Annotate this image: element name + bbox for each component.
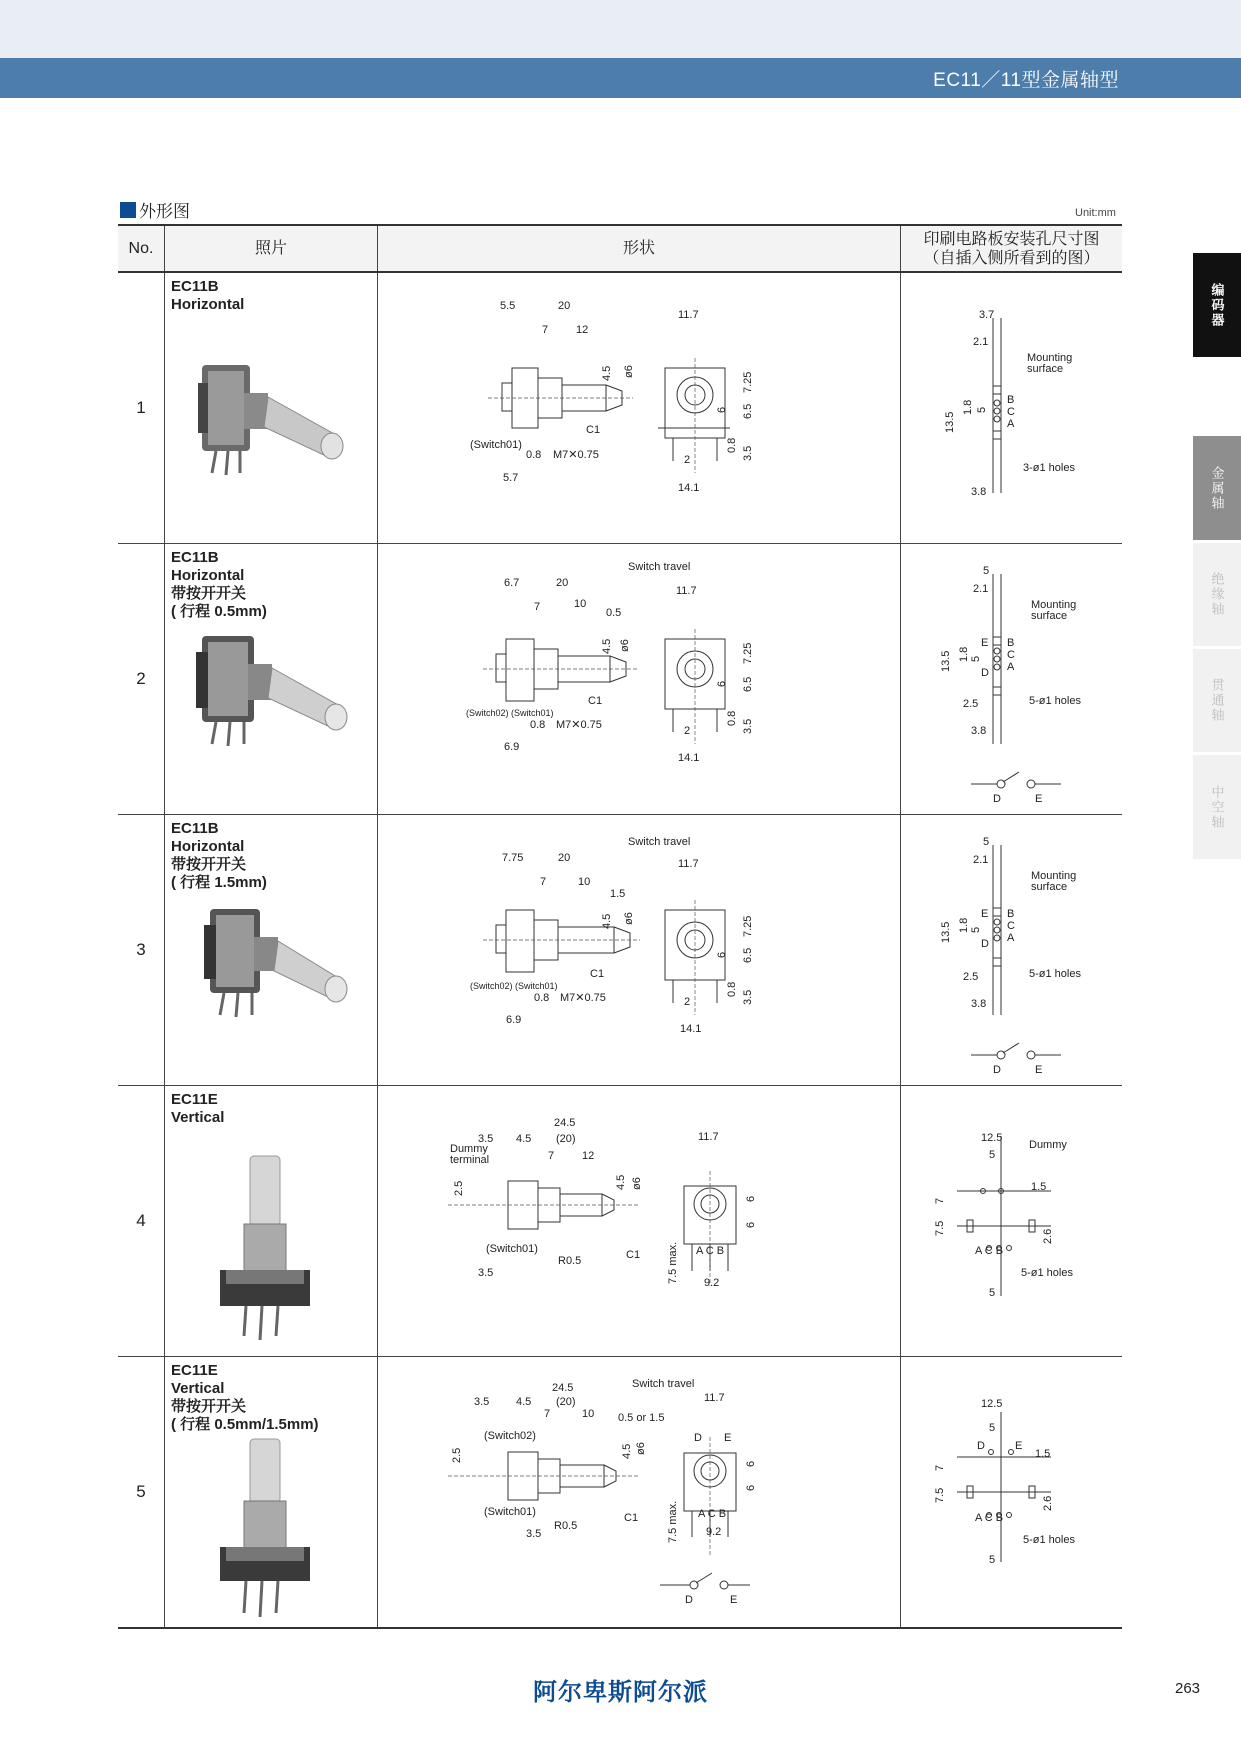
product-switch: 带按开开关 [171, 1398, 247, 1415]
pcb-hole-drawing-vertical-switch [901, 1357, 1122, 1627]
svg-text:5: 5 [989, 1422, 996, 1434]
svg-text:D: D [694, 1432, 702, 1444]
svg-text:2.6: 2.6 [1042, 1228, 1054, 1244]
svg-text:6.7: 6.7 [504, 577, 520, 589]
svg-text:7.25: 7.25 [742, 915, 754, 937]
svg-text:3.8: 3.8 [971, 998, 987, 1010]
svg-text:3.5: 3.5 [474, 1396, 490, 1408]
table-header [118, 224, 1122, 273]
svg-text:3.5: 3.5 [742, 718, 754, 734]
svg-text:0.8: 0.8 [534, 992, 550, 1004]
svg-text:5-ø1 holes: 5-ø1 holes [1023, 1534, 1075, 1546]
svg-text:6.9: 6.9 [504, 741, 520, 753]
unit-label: Unit:mm [1075, 207, 1116, 219]
svg-text:7.5 max.: 7.5 max. [667, 1241, 679, 1284]
svg-text:7: 7 [934, 1464, 946, 1471]
svg-text:C1: C1 [588, 695, 603, 707]
svg-text:3.8: 3.8 [971, 725, 987, 737]
svg-text:7: 7 [534, 601, 541, 613]
svg-text:Dummy: Dummy [1029, 1139, 1067, 1151]
encoder-photo-horizontal [164, 333, 376, 538]
encoder-photo-horizontal-switch-long [164, 875, 376, 1080]
header-shape: 形状 [622, 240, 655, 257]
svg-text:C: C [1007, 649, 1015, 661]
table-row [118, 1357, 1122, 1629]
svg-text:6: 6 [716, 951, 728, 958]
outline-drawing-vertical-switch [378, 1357, 900, 1627]
svg-text:2.5: 2.5 [963, 698, 979, 710]
svg-text:12: 12 [582, 1150, 595, 1162]
encoder-photo-vertical-switch [164, 1417, 376, 1622]
table-row [118, 1086, 1122, 1357]
svg-text:E: E [981, 637, 989, 649]
svg-text:20: 20 [558, 300, 571, 312]
svg-text:3.5: 3.5 [478, 1133, 494, 1145]
row-number: 2 [136, 669, 146, 688]
header-title: EC11／11型金属轴型 [933, 70, 1119, 91]
svg-text:B: B [1007, 394, 1015, 406]
svg-text:4.5: 4.5 [601, 365, 613, 381]
row-number: 5 [136, 1482, 146, 1501]
svg-text:5.7: 5.7 [503, 472, 519, 484]
svg-text:2: 2 [684, 454, 691, 466]
svg-text:14.1: 14.1 [680, 1023, 702, 1035]
product-model: EC11B [171, 820, 219, 837]
svg-text:Mounting: Mounting [1031, 870, 1077, 882]
table-row [118, 544, 1122, 815]
svg-text:0.8: 0.8 [526, 449, 542, 461]
header-pcb-title: 印刷电路板安装孔尺寸图 [923, 230, 1100, 248]
svg-text:ø6: ø6 [635, 1442, 647, 1455]
svg-text:4.5: 4.5 [601, 638, 613, 654]
svg-text:20: 20 [558, 852, 571, 864]
svg-text:7: 7 [934, 1197, 946, 1204]
row-number: 1 [136, 398, 146, 417]
svg-text:5: 5 [989, 1287, 996, 1299]
svg-text:E: E [1035, 1064, 1043, 1076]
svg-text:12: 12 [576, 324, 589, 336]
svg-text:6: 6 [745, 1460, 757, 1467]
svg-text:(Switch02): (Switch02) [484, 1430, 536, 1442]
svg-text:5: 5 [970, 655, 982, 662]
svg-text:3.5: 3.5 [742, 445, 754, 461]
svg-text:7.25: 7.25 [742, 371, 754, 393]
product-orientation: Horizontal [171, 296, 245, 313]
product-switch: 带按开开关 [171, 585, 247, 602]
product-name [171, 278, 244, 314]
svg-text:A: A [1007, 661, 1015, 673]
svg-text:2.1: 2.1 [973, 336, 989, 348]
svg-text:7.5 max.: 7.5 max. [667, 1500, 679, 1543]
product-model: EC11E [171, 1091, 218, 1108]
svg-text:5: 5 [976, 406, 988, 413]
svg-text:4.5: 4.5 [516, 1396, 532, 1408]
product-travel: ( 行程 1.5mm) [171, 874, 267, 891]
svg-text:7: 7 [548, 1150, 555, 1162]
svg-text:Switch travel: Switch travel [628, 561, 691, 573]
svg-text:1.8: 1.8 [962, 399, 974, 415]
outline-drawing-vertical [378, 1086, 900, 1356]
svg-text:D: D [981, 938, 989, 950]
svg-text:5-ø1 holes: 5-ø1 holes [1021, 1267, 1073, 1279]
svg-text:6: 6 [745, 1221, 757, 1228]
encoder-photo-horizontal-switch [164, 604, 376, 809]
svg-text:2.5: 2.5 [963, 971, 979, 983]
svg-text:2.1: 2.1 [973, 583, 989, 595]
svg-text:D: D [981, 667, 989, 679]
svg-text:Mounting: Mounting [1031, 599, 1077, 611]
svg-text:3-ø1 holes: 3-ø1 holes [1023, 462, 1075, 474]
header-pcb [901, 226, 1122, 271]
pcb-hole-drawing-vertical [901, 1086, 1122, 1356]
svg-text:6: 6 [716, 406, 728, 413]
svg-text:E: E [1035, 793, 1043, 805]
svg-text:1.8: 1.8 [958, 917, 970, 933]
svg-text:0.8: 0.8 [726, 437, 738, 453]
svg-text:2: 2 [684, 996, 691, 1008]
svg-text:3.5: 3.5 [478, 1267, 494, 1279]
svg-text:5: 5 [970, 926, 982, 933]
row-number: 3 [136, 940, 146, 959]
product-switch: 带按开开关 [171, 856, 247, 873]
side-tab-insulated-shaft[interactable]: 绝缘轴 [1193, 543, 1241, 646]
svg-text:surface: surface [1031, 610, 1068, 622]
svg-text:E: E [730, 1594, 738, 1606]
svg-text:ø6: ø6 [623, 365, 635, 378]
svg-text:C: C [1007, 920, 1015, 932]
outline-drawing-horizontal [378, 273, 900, 543]
outline-drawing-horizontal-switch [378, 544, 900, 814]
svg-text:4.5: 4.5 [516, 1133, 532, 1145]
svg-text:Dummy: Dummy [450, 1143, 488, 1155]
svg-text:1.8: 1.8 [958, 646, 970, 662]
svg-text:14.1: 14.1 [678, 752, 700, 764]
svg-text:A C B: A C B [696, 1245, 725, 1257]
svg-text:(Switch02) (Switch01): (Switch02) (Switch01) [466, 708, 554, 718]
svg-text:4.5: 4.5 [615, 1174, 627, 1190]
svg-text:5: 5 [989, 1554, 996, 1566]
svg-text:2.5: 2.5 [453, 1180, 465, 1196]
svg-text:7: 7 [544, 1408, 551, 1420]
svg-text:24.5: 24.5 [554, 1117, 576, 1129]
svg-text:3.7: 3.7 [979, 309, 995, 321]
svg-text:6.5: 6.5 [742, 403, 754, 419]
svg-text:7.25: 7.25 [742, 642, 754, 664]
header-photo: 照片 [254, 240, 287, 257]
svg-text:A C B: A C B [698, 1508, 727, 1520]
svg-text:11.7: 11.7 [678, 309, 699, 321]
header-no: No. [128, 240, 154, 257]
svg-text:B: B [1007, 908, 1015, 920]
svg-text:20: 20 [556, 577, 569, 589]
svg-text:3.5: 3.5 [526, 1528, 542, 1540]
svg-text:6.5: 6.5 [742, 676, 754, 692]
svg-text:M7✕0.75: M7✕0.75 [553, 449, 599, 461]
svg-text:R0.5: R0.5 [554, 1520, 578, 1532]
pcb-hole-drawing-horizontal [901, 273, 1122, 543]
svg-text:A: A [1007, 418, 1015, 430]
side-tab-hollow-shaft[interactable]: 中空轴 [1193, 755, 1241, 859]
top-band [0, 0, 1241, 58]
svg-text:A: A [1007, 932, 1015, 944]
svg-text:D: D [993, 1064, 1001, 1076]
svg-text:R0.5: R0.5 [558, 1255, 582, 1267]
product-travel: ( 行程 0.5mm/1.5mm) [171, 1416, 319, 1433]
page-number: 263 [1175, 1680, 1201, 1697]
svg-text:13.5: 13.5 [940, 921, 952, 943]
pcb-hole-drawing-horizontal-switch-long [901, 815, 1122, 1085]
svg-text:A C B: A C B [975, 1512, 1004, 1524]
svg-text:D: D [993, 793, 1001, 805]
svg-text:3.5: 3.5 [742, 989, 754, 1005]
svg-text:0.8: 0.8 [530, 719, 546, 731]
svg-text:13.5: 13.5 [940, 650, 952, 672]
svg-text:10: 10 [574, 598, 587, 610]
svg-text:1.5: 1.5 [1035, 1448, 1051, 1460]
svg-text:B: B [1007, 637, 1015, 649]
svg-text:6.9: 6.9 [506, 1014, 522, 1026]
svg-text:(Switch01): (Switch01) [484, 1506, 536, 1518]
svg-text:ø6: ø6 [631, 1177, 643, 1190]
svg-text:0.5: 0.5 [606, 607, 622, 619]
svg-text:4.5: 4.5 [601, 913, 613, 929]
svg-text:24.5: 24.5 [552, 1382, 574, 1394]
svg-text:6: 6 [745, 1195, 757, 1202]
svg-text:surface: surface [1027, 363, 1064, 375]
svg-text:2.6: 2.6 [1042, 1495, 1054, 1511]
svg-text:7: 7 [542, 324, 549, 336]
svg-text:2.1: 2.1 [973, 854, 989, 866]
svg-text:9.2: 9.2 [704, 1277, 720, 1289]
outline-drawing-horizontal-switch-long [378, 815, 900, 1085]
product-orientation: Vertical [171, 1380, 225, 1397]
svg-text:11.7: 11.7 [698, 1131, 719, 1143]
svg-text:7.5: 7.5 [934, 1487, 946, 1503]
section-square-icon [120, 202, 136, 218]
svg-text:D: D [977, 1440, 985, 1452]
product-model: EC11B [171, 549, 219, 566]
svg-text:11.7: 11.7 [704, 1392, 725, 1404]
product-name [171, 1091, 224, 1127]
svg-text:E: E [981, 908, 989, 920]
svg-text:E: E [724, 1432, 732, 1444]
product-travel: ( 行程 0.5mm) [171, 603, 267, 620]
svg-text:(Switch01): (Switch01) [470, 439, 522, 451]
svg-text:C1: C1 [624, 1512, 639, 1524]
svg-text:0.8: 0.8 [726, 981, 738, 997]
svg-text:3.8: 3.8 [971, 486, 987, 498]
product-model: EC11E [171, 1362, 218, 1379]
svg-text:C1: C1 [590, 968, 605, 980]
side-tab-metal-shaft[interactable]: 金属轴 [1193, 436, 1241, 540]
svg-text:9.2: 9.2 [706, 1526, 722, 1538]
svg-text:1.5: 1.5 [610, 888, 626, 900]
svg-text:E: E [1015, 1440, 1023, 1452]
svg-text:5-ø1 holes: 5-ø1 holes [1029, 968, 1081, 980]
product-orientation: Horizontal [171, 838, 245, 855]
svg-text:(Switch02) (Switch01): (Switch02) (Switch01) [470, 981, 558, 991]
svg-text:(20): (20) [556, 1396, 576, 1408]
table-row [118, 273, 1122, 544]
svg-text:Mounting: Mounting [1027, 352, 1073, 364]
product-orientation: Horizontal [171, 567, 245, 584]
footer-brand: 阿尔卑斯阿尔派 [533, 1679, 708, 1706]
svg-text:5-ø1 holes: 5-ø1 holes [1029, 695, 1081, 707]
header-bar [0, 58, 1241, 98]
svg-text:M7✕0.75: M7✕0.75 [560, 992, 606, 1004]
svg-text:13.5: 13.5 [944, 411, 956, 433]
svg-text:10: 10 [578, 876, 591, 888]
svg-text:ø6: ø6 [623, 912, 635, 925]
svg-text:5: 5 [983, 565, 990, 577]
outline-table [118, 224, 1122, 1629]
pcb-hole-drawing-horizontal-switch [901, 544, 1122, 814]
svg-text:2.5: 2.5 [451, 1447, 463, 1463]
svg-text:(20): (20) [556, 1133, 576, 1145]
svg-text:C1: C1 [626, 1249, 641, 1261]
svg-text:7: 7 [540, 876, 547, 888]
side-tab-encoder[interactable]: 编码器 [1193, 253, 1241, 357]
section-title-text: 外形图 [139, 202, 190, 221]
section-title [120, 197, 190, 222]
svg-text:11.7: 11.7 [678, 858, 699, 870]
svg-text:6.5: 6.5 [742, 947, 754, 963]
svg-text:C1: C1 [586, 424, 601, 436]
svg-text:terminal: terminal [450, 1154, 490, 1166]
svg-text:5.5: 5.5 [500, 300, 516, 312]
svg-text:11.7: 11.7 [676, 585, 697, 597]
svg-text:14.1: 14.1 [678, 482, 700, 494]
svg-text:ø6: ø6 [619, 639, 631, 652]
svg-text:6: 6 [745, 1484, 757, 1491]
header-pcb-subtitle: （自插入侧所看到的图） [923, 249, 1100, 267]
svg-text:(Switch01): (Switch01) [486, 1243, 538, 1255]
svg-text:M7✕0.75: M7✕0.75 [556, 719, 602, 731]
side-tab-through-shaft[interactable]: 贯通轴 [1193, 649, 1241, 752]
svg-text:1.5: 1.5 [1031, 1181, 1047, 1193]
encoder-photo-vertical [164, 1146, 376, 1351]
svg-text:12.5: 12.5 [981, 1398, 1003, 1410]
svg-text:Switch travel: Switch travel [628, 836, 691, 848]
product-model: EC11B [171, 278, 219, 295]
svg-text:7.75: 7.75 [502, 852, 524, 864]
svg-text:12.5: 12.5 [981, 1132, 1003, 1144]
svg-text:D: D [685, 1594, 693, 1606]
product-orientation: Vertical [171, 1109, 225, 1126]
row-number: 4 [136, 1211, 146, 1230]
svg-text:6: 6 [716, 680, 728, 687]
svg-text:4.5: 4.5 [621, 1443, 633, 1459]
svg-text:A C B: A C B [975, 1245, 1004, 1257]
svg-text:surface: surface [1031, 881, 1068, 893]
svg-text:C: C [1007, 406, 1015, 418]
table-row [118, 815, 1122, 1086]
svg-text:0.8: 0.8 [726, 710, 738, 726]
svg-text:5: 5 [983, 836, 990, 848]
svg-text:0.5 or 1.5: 0.5 or 1.5 [618, 1412, 665, 1424]
svg-text:5: 5 [989, 1149, 996, 1161]
svg-text:Switch travel: Switch travel [632, 1378, 695, 1390]
svg-text:10: 10 [582, 1408, 595, 1420]
svg-text:7.5: 7.5 [934, 1220, 946, 1236]
svg-text:2: 2 [684, 725, 691, 737]
